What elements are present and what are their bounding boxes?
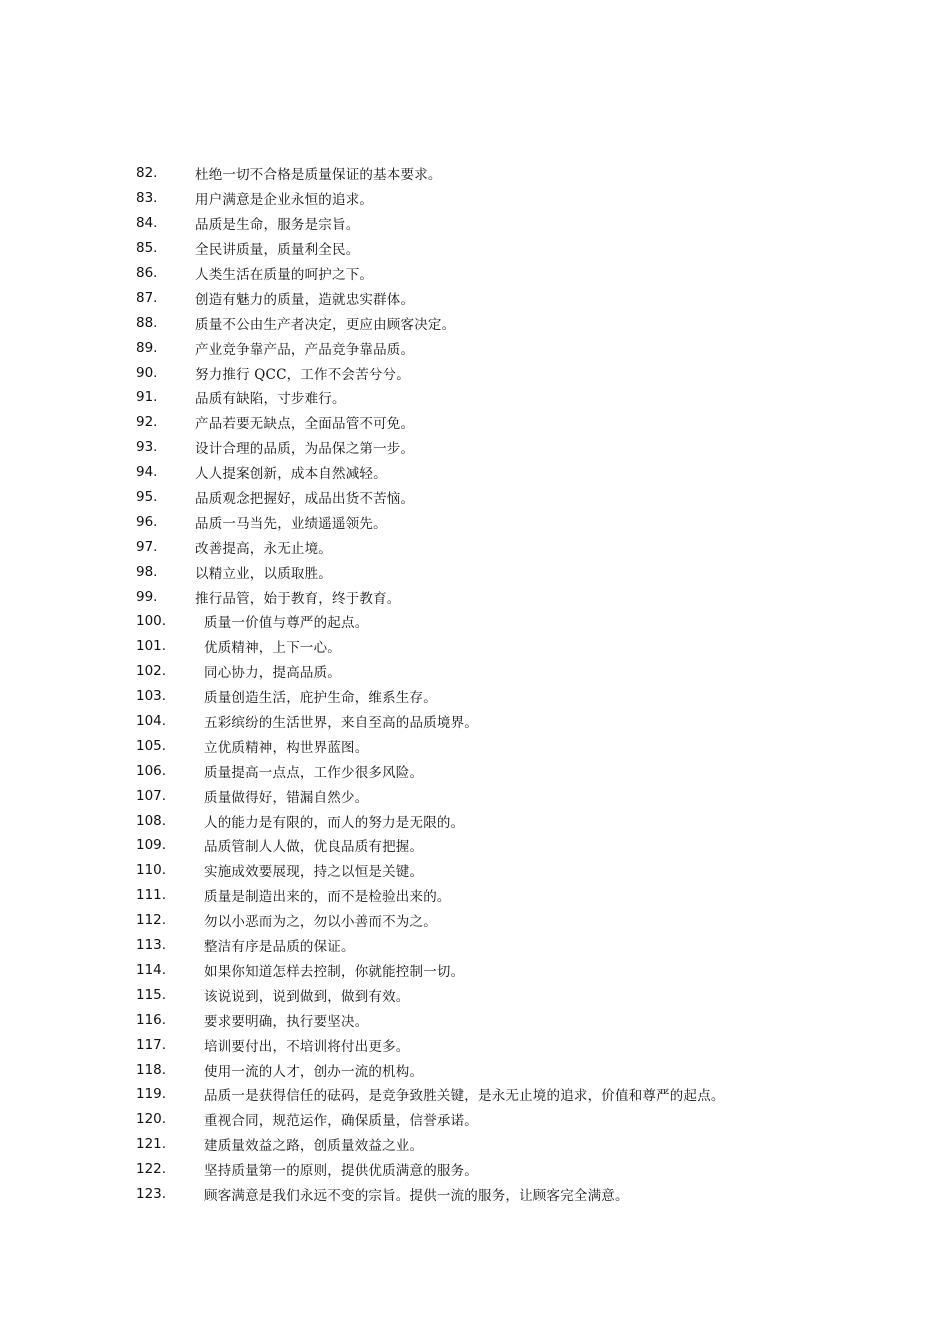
- list-item-text: 用户满意是企业永恒的追求。: [195, 192, 374, 209]
- list-item: [136, 285, 725, 310]
- list-item: [136, 982, 725, 1007]
- list-item-number: 84.: [136, 215, 158, 232]
- list-item-text: 坚持质量第一的原则，提供优质满意的服务。: [204, 1163, 478, 1180]
- list-item: [136, 559, 725, 584]
- list-item-text: 整洁有序是品质的保证。: [204, 939, 355, 956]
- list-item-number: 109.: [136, 837, 167, 854]
- list-item: [136, 883, 725, 908]
- list-item: [136, 958, 725, 983]
- list-item: [136, 385, 725, 410]
- list-item-number: 86.: [136, 265, 158, 281]
- list-item: [136, 1157, 725, 1182]
- list-item-number: 106.: [136, 762, 167, 779]
- list-item: [136, 659, 725, 684]
- list-item-text: 质量一价值与尊严的起点。: [204, 615, 369, 632]
- list-item: [136, 1007, 725, 1032]
- list-item-number: 121.: [136, 1136, 167, 1153]
- list-item-number: 95.: [136, 489, 158, 506]
- list-item-text: 人人提案创新，成本自然减轻。: [195, 466, 387, 483]
- list-item: [136, 709, 725, 734]
- numbered-list: [136, 161, 725, 1206]
- list-item-number: 99.: [136, 588, 158, 605]
- list-item-text: 品质管制人人做，优良品质有把握。: [204, 839, 424, 856]
- list-item-text: 实施成效要展现，持之以恒是关键。: [204, 864, 424, 881]
- list-item-text: 培训要付出，不培训将付出更多。: [204, 1038, 410, 1055]
- list-item-text: 优质精神，上下一心。: [204, 640, 341, 657]
- list-item-text: 杜绝一切不合格是质量保证的基本要求。: [195, 167, 442, 184]
- list-item-number: 103.: [136, 688, 167, 705]
- list-item-number: 116.: [136, 1011, 167, 1028]
- list-item: [136, 783, 725, 808]
- list-item-text: 全民讲质量，质量利全民。: [195, 242, 360, 259]
- list-item-text: 顾客满意是我们永远不变的宗旨。提供一流的服务，让顾客完全满意。: [204, 1187, 629, 1204]
- list-item-number: 108.: [136, 812, 167, 829]
- list-item-number: 92.: [136, 414, 158, 431]
- list-item-number: 118.: [136, 1061, 167, 1078]
- list-item: [136, 808, 725, 833]
- list-item-number: 82.: [136, 165, 158, 182]
- list-item: [136, 908, 725, 933]
- list-item-number: 93.: [136, 439, 158, 456]
- list-item-text: 使用一流的人才，创办一流的机构。: [204, 1063, 424, 1080]
- list-item-text: 品质有缺陷，寸步难行。: [195, 391, 346, 408]
- list-item-number: 105.: [136, 737, 167, 754]
- list-item-number: 115.: [136, 986, 167, 1003]
- list-item: [136, 460, 725, 485]
- list-item-text: 重视合同，规范运作，确保质量，信誉承诺。: [204, 1113, 478, 1130]
- list-item-number: 111.: [136, 887, 167, 904]
- list-item-number: 123.: [136, 1185, 167, 1202]
- list-item-text: 立优质精神，构世界蓝图。: [204, 739, 369, 756]
- list-item: [136, 833, 725, 858]
- list-item: [136, 410, 725, 435]
- list-item-text: 努力推行 QCC，工作不会苦兮兮。: [195, 366, 410, 383]
- list-item: [136, 933, 725, 958]
- list-item-number: 94.: [136, 464, 158, 481]
- list-item-number: 107.: [136, 787, 167, 804]
- list-item: [136, 261, 725, 286]
- list-item-number: 90.: [136, 364, 158, 381]
- list-item-number: 110.: [136, 862, 167, 879]
- list-item-text: 品质观念把握好，成品出货不苦恼。: [195, 491, 415, 508]
- list-item-text: 以精立业，以质取胜。: [195, 565, 332, 582]
- list-item: [136, 1132, 725, 1157]
- list-item: [136, 360, 725, 385]
- list-item: [136, 1082, 725, 1107]
- list-item-number: 100.: [136, 613, 167, 630]
- list-item-text: 质量做得好，错漏自然少。: [204, 789, 369, 806]
- list-item-number: 113.: [136, 937, 167, 954]
- list-item-text: 推行品管，始于教育，终于教育。: [195, 590, 401, 607]
- list-item-text: 五彩缤纷的生活世界，来自至高的品质境界。: [204, 715, 478, 732]
- list-item: [136, 335, 725, 360]
- list-item-number: 122.: [136, 1161, 167, 1178]
- list-item: [136, 485, 725, 510]
- list-item: [136, 1032, 725, 1057]
- list-item: [136, 435, 725, 460]
- list-item: [136, 1182, 725, 1207]
- list-item-text: 品质一是获得信任的砝码，是竞争致胜关键，是永无止境的追求，价值和尊严的起点。: [204, 1088, 725, 1105]
- list-item: [136, 684, 725, 709]
- list-item: [136, 584, 725, 609]
- list-item-text: 改善提高，永无止境。: [195, 540, 332, 557]
- list-item: [136, 310, 725, 335]
- list-item-text: 人的能力是有限的，而人的努力是无限的。: [204, 814, 465, 831]
- list-item-number: 101.: [136, 638, 167, 655]
- list-item: [136, 1107, 725, 1132]
- list-item-text: 设计合理的品质，为品保之第一步。: [195, 441, 415, 458]
- list-item: [136, 186, 725, 211]
- list-item-number: 102.: [136, 663, 167, 680]
- list-item-text: 勿以小恶而为之，勿以小善而不为之。: [204, 914, 437, 931]
- list-item-number: 97.: [136, 538, 158, 555]
- list-item-text: 该说说到，说到做到，做到有效。: [204, 988, 410, 1005]
- list-item-number: 89.: [136, 339, 158, 356]
- list-item-text: 质量不公由生产者决定，更应由顾客决定。: [195, 316, 456, 333]
- list-item-text: 品质一马当先，业绩遥遥领先。: [195, 515, 387, 532]
- list-item-number: 85.: [136, 240, 158, 257]
- list-item-text: 质量提高一点点，工作少很多风险。: [204, 764, 424, 781]
- list-item-text: 质量创造生活，庇护生命，维系生存。: [204, 690, 437, 707]
- list-item-number: 104.: [136, 713, 167, 730]
- list-item-text: 质量是制造出来的，而不是检验出来的。: [204, 889, 451, 906]
- list-item: [136, 534, 725, 559]
- list-item-text: 同心协力，提高品质。: [204, 665, 341, 682]
- list-item-number: 98.: [136, 563, 158, 580]
- list-item: [136, 161, 725, 186]
- list-item-number: 120.: [136, 1111, 167, 1128]
- list-item: [136, 509, 725, 534]
- list-item-number: 88.: [136, 314, 158, 331]
- list-item: [136, 211, 725, 236]
- list-item: [136, 733, 725, 758]
- list-item-number: 119.: [136, 1086, 167, 1103]
- list-item: [136, 858, 725, 883]
- list-item: [136, 236, 725, 261]
- list-item-text: 产品若要无缺点，全面品管不可免。: [195, 416, 415, 433]
- list-item-text: 创造有魅力的质量，造就忠实群体。: [195, 291, 415, 308]
- list-item-text: 人类生活在质量的呵护之下。: [195, 267, 374, 283]
- list-item-text: 建质量效益之路，创质量效益之业。: [204, 1138, 424, 1155]
- list-item-number: 117.: [136, 1036, 167, 1053]
- list-item: [136, 634, 725, 659]
- list-item-number: 83.: [136, 190, 158, 207]
- list-item-number: 112.: [136, 912, 167, 929]
- list-item-text: 如果你知道怎样去控制，你就能控制一切。: [204, 963, 465, 980]
- list-item-number: 114.: [136, 961, 167, 978]
- list-item-number: 91.: [136, 389, 158, 406]
- list-item: [136, 1057, 725, 1082]
- list-item-text: 产业竞争靠产品，产品竞争靠品质。: [195, 341, 415, 358]
- list-item-text: 品质是生命，服务是宗旨。: [195, 217, 360, 234]
- list-item-number: 87.: [136, 289, 158, 306]
- list-item-number: 96.: [136, 513, 158, 530]
- list-item: [136, 609, 725, 634]
- list-item-text: 要求要明确，执行要坚决。: [204, 1013, 369, 1030]
- list-item: [136, 758, 725, 783]
